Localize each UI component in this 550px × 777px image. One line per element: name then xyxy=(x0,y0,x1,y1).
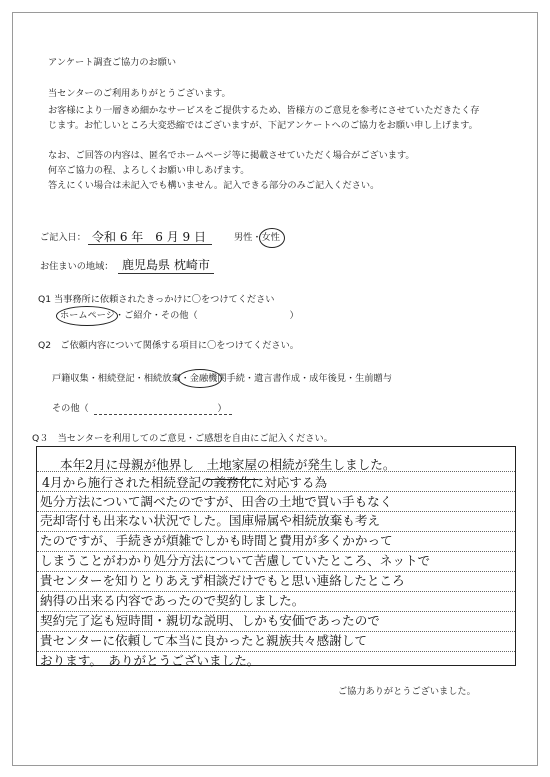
q1-options[interactable]: ホームページ・ご紹介・その他（ ） xyxy=(60,310,299,321)
answer-line-6: しまうことがわかり処分方法について苦慮していたところ、ネットで xyxy=(40,553,431,568)
intro-line-5: 答えにくい場合は未記入でも構いません。記入できる部分のみご記入ください。 xyxy=(48,180,380,191)
q1-question: Q1 当事務所に依頼されたきっかけに〇をつけてください xyxy=(38,294,275,305)
answer-line-3: 処分方法について調べたのですが、田舎の土地で買い手もなく xyxy=(40,494,393,509)
date-label: ご記入日： xyxy=(40,232,86,243)
answer-line-11: おります。 ありがとうございました。 xyxy=(40,653,260,668)
address-value[interactable]: 鹿児島県 枕崎市 xyxy=(122,258,210,272)
answer-line-8: 納得の出来る内容であったので契約しました。 xyxy=(40,593,305,608)
answer-line-5: たのですが、手続きが煩雑でしかも時間と費用が多くかかって xyxy=(40,533,393,548)
answer-line-10: 貴センターに依頼して本当に良かったと親族共々感謝して xyxy=(40,633,367,648)
q3-question: Q３ 当センターを利用してのご意見・ご感想を自由にご記入ください。 xyxy=(32,433,333,444)
q2-question: Q2 ご依頼内容について関係する項目に〇をつけてください。 xyxy=(38,340,299,351)
date-underline xyxy=(88,244,212,245)
address-underline xyxy=(118,273,214,274)
gender-options[interactable]: 男性・女性 xyxy=(234,232,280,243)
q1-selected-circle xyxy=(56,306,118,326)
answer-line-2: 4月から施行された相続登記の義務化に対応する為 xyxy=(42,475,328,490)
q2-selected-circle xyxy=(178,369,222,388)
intro-line-1: 当センターのご利用ありがとうございます。 xyxy=(48,88,231,99)
intro-paragraph: お客様により一層きめ細かなサービスをご提供するため、皆様方のご意見を参考にさせていただきたく存じます。お忙しいところ大変恐縮ではございますが、下記アンケートへのご協力をお願い申し上げます。 xyxy=(48,105,480,131)
answer-line-9: 契約完了迄も短時間・親切な説明、しかも安価であったので xyxy=(40,613,380,628)
survey-title: アンケート調査ご協力のお願い xyxy=(48,57,177,68)
date-value[interactable]: 令和 6 年 6 月 9 日 xyxy=(92,230,206,244)
intro-line-4: 何卒ご協力の程、よろしくお願い申しあげます。 xyxy=(48,165,250,176)
answer-line-7: 貴センターを知りとりあえず相談だけでもと思い連絡したところ xyxy=(40,573,405,588)
q2-other[interactable]: その他（ ） xyxy=(52,403,227,414)
address-label: お住まいの地域： xyxy=(40,261,114,272)
footer-thanks: ご協力ありがとうございました。 xyxy=(338,686,476,697)
q2-other-underline xyxy=(94,414,232,415)
gender-selected-circle xyxy=(259,228,285,248)
intro-line-3: なお、ご回答の内容は、匿名でホームページ等に掲載させていただく場合がございます。 xyxy=(48,150,415,161)
answer-line-1: 本年2月に母親が他界し 土地家屋の相続が発生しました。 xyxy=(60,457,396,472)
strikethrough-mark xyxy=(206,479,258,480)
answer-line-4: 売却寄付も出来ない状況でした。国庫帰属や相続放棄も考え xyxy=(40,513,381,528)
q2-options[interactable]: 戸籍収集・相続登記・相続放棄・金融機関手続・遺言書作成・成年後見・生前贈与 xyxy=(52,373,392,384)
